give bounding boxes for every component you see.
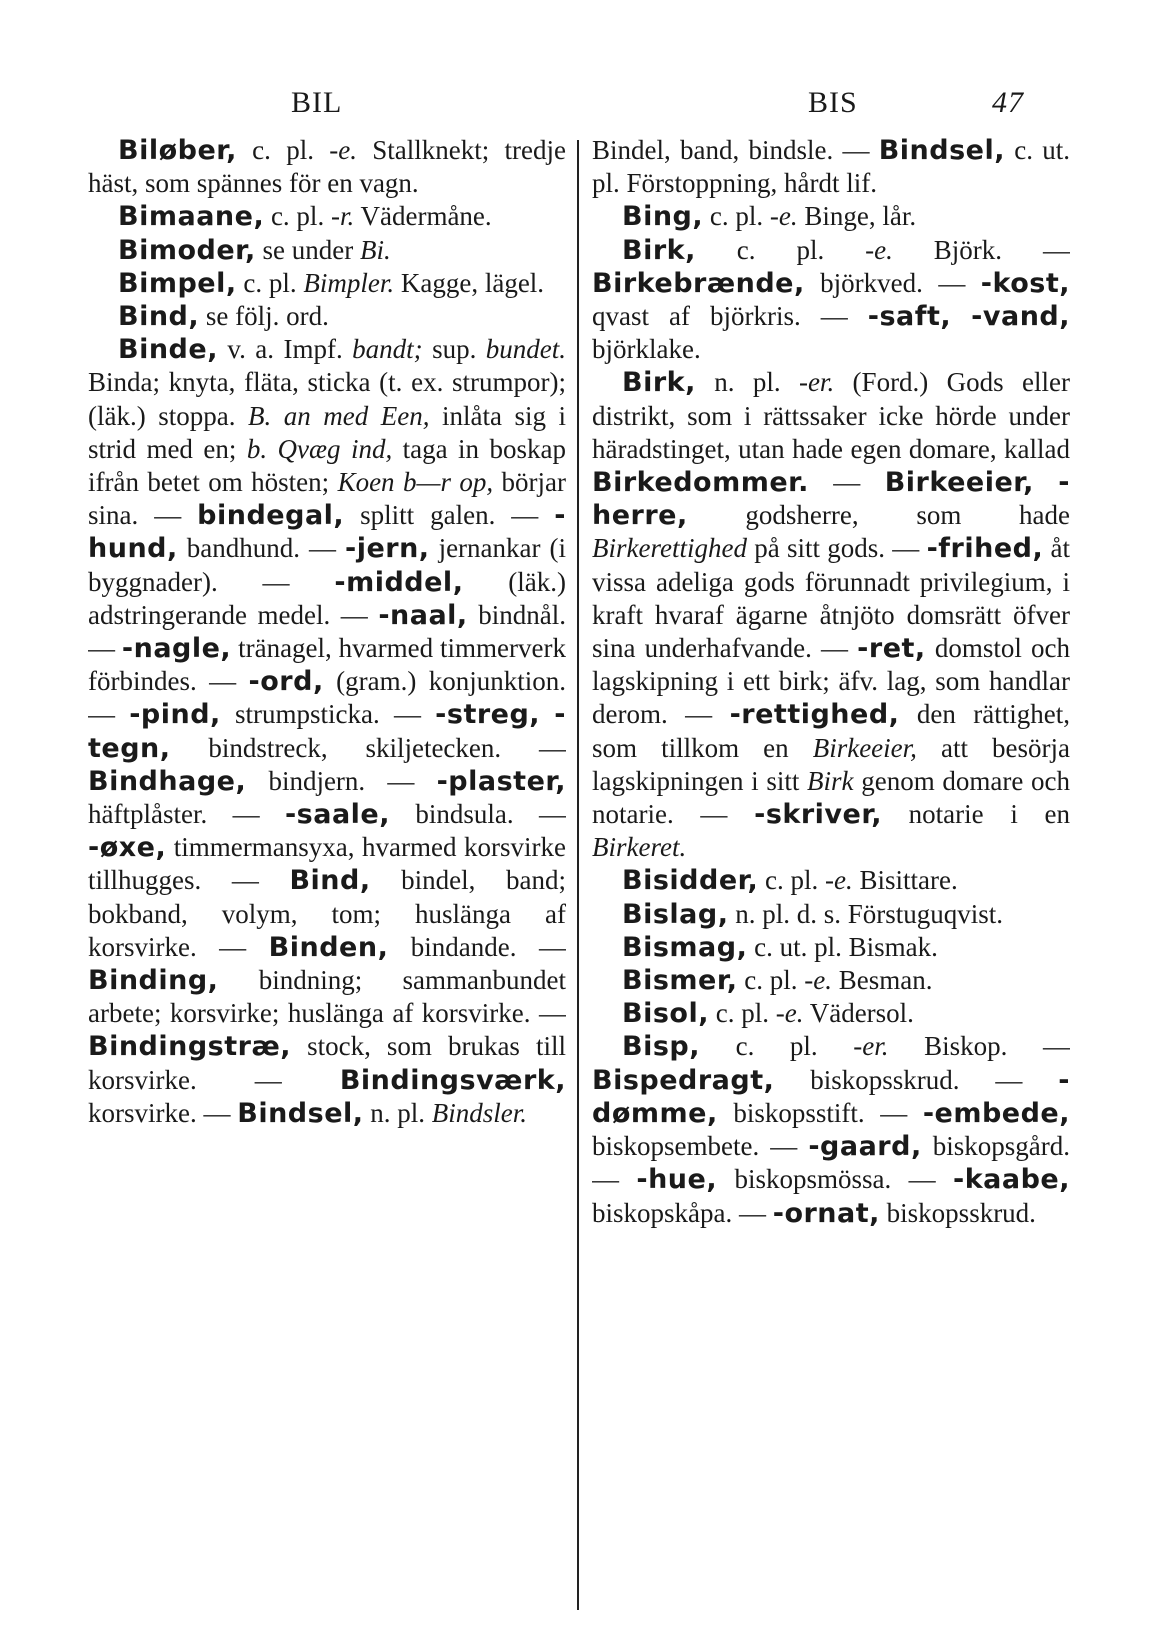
definition-text: notarie i en: [881, 799, 1070, 830]
definition-text: biskopskåpa. —: [592, 1197, 773, 1228]
header-left-guideword: BIL: [291, 86, 343, 119]
dictionary-entry: [592, 931, 1070, 964]
headword: -pind,: [129, 699, 221, 731]
definition-text: qvast af björkris. —: [592, 301, 868, 332]
headword: Bisidder,: [622, 865, 759, 897]
headword: Birk,: [622, 367, 696, 399]
headword: Birkebrænde,: [592, 267, 805, 299]
headword: -hund,: [88, 500, 566, 565]
definition-text: på sitt gods. —: [746, 533, 927, 564]
definition-text: biskopsmössa. —: [717, 1164, 953, 1195]
headword: Biløber,: [118, 135, 237, 166]
italic-text: B. an med Een,: [247, 400, 430, 431]
headword: Binding,: [88, 965, 219, 997]
definition-text: korsvirke. —: [88, 1097, 238, 1128]
italic-text: Koen b—r op,: [337, 467, 494, 498]
definition-text: —: [808, 467, 885, 498]
headword: Bimoder,: [118, 234, 256, 266]
definition-text: c. pl.: [703, 201, 770, 232]
definition-text: timmermansyxa, hvarmed korsvirke tillhugges. —: [88, 832, 566, 896]
definition-text: c. pl.: [236, 267, 304, 298]
definition-text: tränagel, hvarmed timmerverk förbindes. —: [88, 633, 566, 697]
definition-text: [1034, 467, 1058, 497]
definition-text: c. pl.: [236, 135, 330, 165]
definition-text: c. pl.: [758, 865, 825, 896]
headword: Birkedommer.: [592, 467, 809, 499]
headword: Bispedragt,: [592, 1064, 775, 1096]
definition-text: splitt galen. —: [344, 500, 555, 531]
dictionary-entry: [592, 997, 1070, 1030]
headword: Birkeeier,: [884, 467, 1034, 499]
column-divider: [577, 140, 579, 1610]
definition-text: den rättighet, som tillkom en: [592, 699, 1070, 763]
headword: Bisp,: [622, 1031, 700, 1063]
headword: bindegal,: [197, 500, 345, 532]
headword: -jern,: [344, 533, 430, 565]
definition-text: börjar sina. —: [88, 467, 566, 531]
definition-text: Vädermåne.: [354, 201, 492, 232]
headword: -ret,: [857, 633, 926, 665]
definition-text: (gram.) konjunktion. —: [88, 666, 566, 730]
definition-text: Biskop. —: [888, 1031, 1070, 1062]
definition-text: sup.: [422, 334, 486, 365]
headword: -frihed,: [926, 533, 1044, 565]
headword: -tegn,: [88, 699, 566, 764]
definition-text: godsherre, som hade: [687, 500, 1070, 531]
headword: Bindhage,: [88, 765, 247, 797]
definition-text: [951, 301, 971, 331]
headword: Bindingstræ,: [88, 1031, 292, 1063]
definition-text: Kagge, lägel.: [394, 267, 545, 298]
definition-text: Besman.: [831, 965, 933, 996]
definition-text: n. pl. d. s. Förstuguqvist.: [728, 898, 1004, 929]
headword: Bimpel,: [118, 267, 237, 299]
definition-text: biskopsskrud.: [879, 1197, 1036, 1228]
italic-text: Birkerettighed: [592, 533, 747, 564]
italic-text: -e.: [329, 135, 357, 165]
italic-text: -er.: [798, 367, 835, 398]
dictionary-entry: [88, 267, 566, 300]
definition-text: Binge, lår.: [797, 201, 917, 232]
definition-text: c. ut. pl. Bismak.: [747, 931, 938, 962]
definition-text: inlåta sig i strid med en;: [88, 400, 566, 464]
headword: Bisol,: [622, 998, 709, 1030]
page-header: [0, 78, 1152, 128]
definition-text: biskopsgård. —: [592, 1131, 1070, 1195]
italic-text: Birkeeier,: [812, 732, 917, 763]
headword: Bindsel,: [878, 135, 1005, 166]
dictionary-entry: [88, 134, 566, 200]
italic-text: Bi.: [359, 234, 391, 265]
italic-text: -e.: [865, 234, 893, 265]
definition-text: (Ford.) Gods eller distrikt, som i rättssaker icke hörde under häradstinget, utan hade egen domare, kallad: [592, 367, 1070, 464]
headword: -nagle,: [121, 633, 232, 665]
italic-text: -e.: [769, 201, 798, 232]
definition-text: Stallknekt; tredje häst, som spännes för en vagn.: [88, 135, 566, 199]
definition-text: bandhund. —: [177, 533, 345, 564]
dictionary-entry: [88, 200, 566, 233]
page-number: 47: [992, 86, 1024, 119]
dictionary-entry: [88, 300, 566, 333]
headword: Bismer,: [622, 965, 738, 997]
italic-text: bandt;: [352, 334, 423, 365]
definition-text: att besörja lagskipningen i sitt: [592, 732, 1070, 796]
headword: -embede,: [922, 1097, 1070, 1129]
headword: -ord,: [248, 666, 324, 698]
italic-text: -e.: [775, 998, 804, 1029]
headword: Bismag,: [622, 931, 748, 963]
definition-text: Binda; knyta, fläta, sticka (t. ex. strumpor); (läk.) stoppa.: [88, 367, 566, 431]
definition-text: c. pl.: [695, 234, 866, 265]
dictionary-entry: [592, 366, 1070, 864]
definition-text: c. ut. pl. Förstoppning, hårdt lif.: [592, 135, 1070, 199]
headword: -saale,: [284, 799, 390, 831]
definition-text: c. pl.: [737, 965, 805, 996]
headword: -middel,: [334, 566, 464, 598]
definition-text: häftplåster. —: [88, 799, 285, 830]
headword: -vand,: [971, 301, 1070, 333]
italic-text: b. Qvæg ind,: [246, 433, 393, 464]
italic-text: bundet.: [485, 334, 566, 365]
italic-text: -e.: [804, 965, 832, 996]
headword: -gaard,: [808, 1131, 922, 1163]
definition-text: biskopsstift. —: [717, 1097, 923, 1128]
italic-text: -e.: [824, 865, 853, 896]
definition-text: björklake.: [592, 334, 701, 365]
headword: -kost,: [980, 267, 1070, 299]
definition-text: jernankar (i byggnader). —: [88, 533, 566, 597]
definition-text: c. pl.: [708, 998, 776, 1029]
headword: -dømme,: [592, 1064, 1070, 1129]
definition-text: n. pl.: [363, 1097, 432, 1128]
italic-text: Bindsler.: [431, 1097, 528, 1128]
headword: Binde,: [118, 334, 218, 366]
headword: Birk,: [622, 234, 696, 266]
definition-text: bindnål. —: [88, 599, 566, 664]
headword: Bindingsværk,: [339, 1064, 566, 1096]
italic-text: -er.: [853, 1031, 889, 1062]
definition-text: c. pl.: [264, 201, 331, 232]
headword: Bindsel,: [237, 1097, 364, 1129]
right-column: [592, 134, 1070, 1614]
definition-text: Vädersol.: [803, 998, 914, 1029]
dictionary-entry: [592, 964, 1070, 997]
italic-text: Birkeret.: [592, 832, 687, 863]
italic-text: Birk: [807, 765, 854, 796]
italic-text: Bimpler.: [303, 267, 395, 298]
definition-text: [540, 699, 554, 729]
headword: -saft,: [867, 301, 952, 333]
dictionary-entry: [592, 1030, 1070, 1229]
dictionary-entry: [592, 134, 1070, 200]
headword: -herre,: [592, 467, 1070, 532]
definition-text: se under: [255, 234, 360, 265]
headword: Binden,: [268, 931, 389, 963]
dictionary-entry: [592, 898, 1070, 931]
definition-text: bindstreck, skiljetecken. —: [170, 732, 566, 763]
dictionary-entry: [88, 234, 566, 267]
definition-text: domstol och lagskipning i ett birk; äfv. lag, som handlar derom. —: [592, 633, 1070, 730]
headword: -ornat,: [772, 1197, 880, 1229]
definition-text: bindning; sammanbundet arbete; korsvirke; huslänga af korsvirke. —: [88, 965, 566, 1029]
definition-text: bindsula. —: [390, 799, 566, 830]
definition-text: stock, som brukas till korsvirke. —: [88, 1031, 566, 1095]
headword: -øxe,: [88, 832, 167, 864]
definition-text: biskopsembete. —: [592, 1131, 809, 1162]
definition-text: bindel, band; bokband, volym, tom; huslänga af korsvirke. —: [88, 865, 566, 962]
dictionary-entry: [592, 234, 1070, 367]
definition-text: (läk.) adstringerande medel. —: [88, 566, 566, 630]
definition-text: bindande. —: [388, 931, 566, 962]
headword: Bind,: [118, 301, 200, 333]
headword: -plaster,: [436, 765, 566, 797]
definition-text: genom domare och notarie. —: [592, 765, 1070, 830]
headword: -naal,: [378, 599, 468, 631]
headword: Bind,: [289, 865, 371, 897]
definition-text: v. a. Impf.: [217, 334, 353, 365]
headword: -rettighed,: [729, 699, 900, 731]
left-column: [88, 134, 566, 1614]
headword: -hue,: [636, 1164, 718, 1196]
headword: -streg,: [435, 699, 541, 731]
definition-text: taga in boskap ifrån betet om hösten;: [88, 433, 566, 498]
headword: -kaabe,: [953, 1164, 1070, 1196]
definition-text: biskopsskrud. —: [774, 1064, 1059, 1095]
definition-text: Bindel, band, bindsle. —: [592, 135, 879, 165]
definition-text: strumpsticka. —: [220, 699, 436, 730]
definition-text: Björk. —: [892, 234, 1070, 265]
definition-text: bindjern. —: [246, 765, 437, 796]
headword: -skriver,: [754, 799, 882, 831]
definition-text: björkved. —: [804, 267, 981, 298]
headword: Bislag,: [622, 898, 729, 930]
headword: Bimaane,: [118, 201, 265, 233]
definition-text: se följ. ord.: [199, 301, 329, 332]
definition-text: c. pl.: [700, 1031, 854, 1062]
header-right-guideword: BIS: [808, 86, 858, 119]
italic-text: -r.: [330, 201, 355, 232]
dictionary-entry: [592, 200, 1070, 233]
dictionary-entry: [88, 333, 566, 1130]
definition-text: åt vissa adeliga gods förunnadt privilegium, i kraft hvaraf ägarne åtnjöto domsrätt öfver sina underhafvande. —: [592, 533, 1070, 664]
dictionary-entry: [592, 864, 1070, 897]
definition-text: Bisittare.: [852, 865, 958, 896]
definition-text: n. pl.: [695, 367, 799, 398]
headword: Bing,: [622, 201, 704, 233]
